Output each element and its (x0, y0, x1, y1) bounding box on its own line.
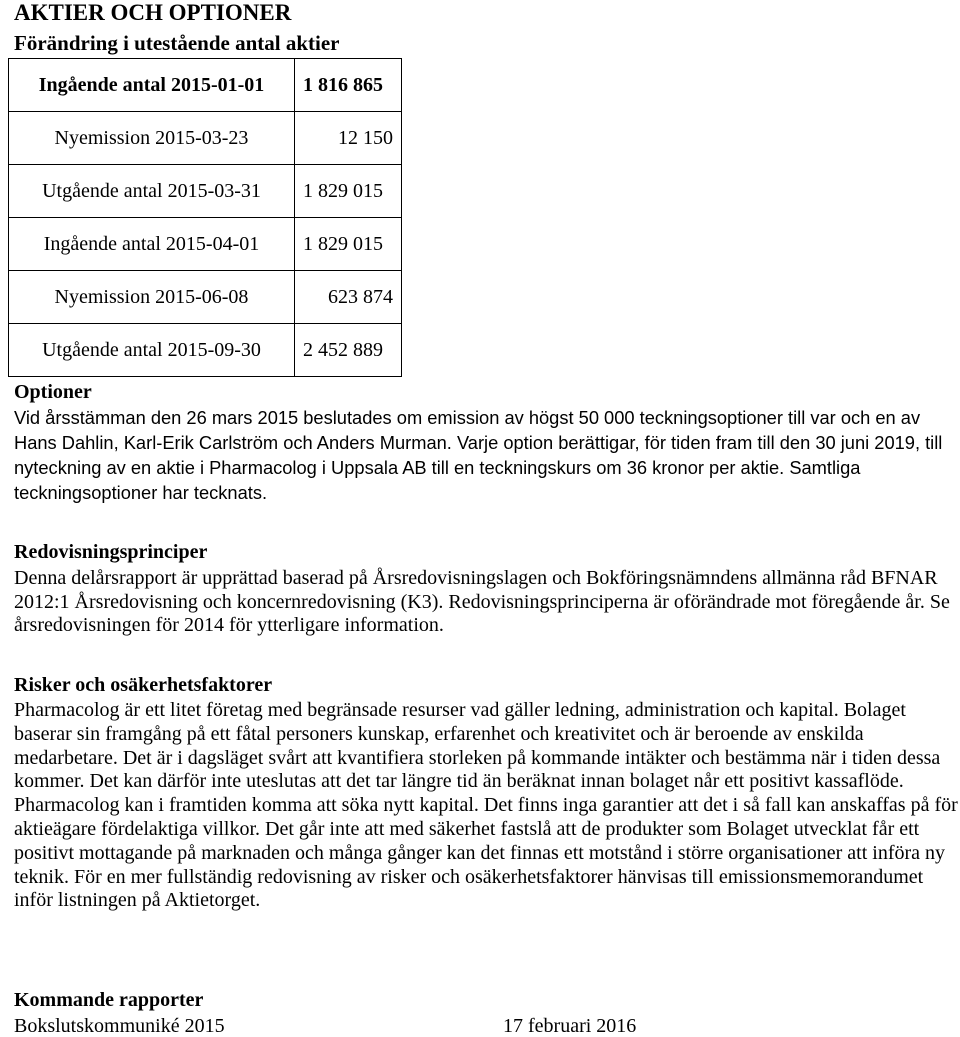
options-text: Vid årsstämman den 26 mars 2015 beslutades om emission av högst 50 000 teckningsoptioner till var och en av Hans Dahlin, Karl-Erik Carlström och Anders Murman. Varje option berättigar, för tiden fram till den 30 juni 2019, till nyteckning av en aktie i Pharmacolog i Uppsala AB till en teckningskurs om 36 kronor per aktie. Samtliga teckningsoptioner har tecknats. (14, 407, 943, 503)
report-name: Bokslutskommuniké 2015 (14, 1015, 225, 1037)
risks-text: Pharmacolog är ett litet företag med begränsade resurser vad gäller ledning, administration och kapital. Bolaget baserar sin framgång på ett fåtal personers kunskap, erfarenhet och kreativitet och är beroende av enskilda medarbetare. Det är i dagsläget svårt att kvantifiera storleken på kommande intäkter och bestämma när i tiden dessa kommer. Det kan därför inte uteslutas att det tar längre tid än beräknat innan bolaget når ett positivt kassaflöde. Pharmacolog kan i framtiden komma att söka nytt kapital. Det finns inga garantier att det i så fall kan anskaffas på för aktieägare fördelaktiga villkor. Det går inte att med säkerhet fastslå att de produkter som Bolaget utvecklat får ett positivt mottagande på marknaden och många gånger kan det finnas ett motstånd i större organisationer att införa ny teknik. För en mer fullständig redovisning av risker och osäkerhetsfaktorer hänvisas till emissionsmemorandumet inför listningen på Aktietorget. (14, 699, 958, 912)
shares-row-label: Utgående antal 2015-09-30 (9, 324, 295, 377)
shares-row-value: 623 874 (295, 271, 402, 324)
reports-heading: Kommande rapporter (14, 989, 204, 1011)
shares-row (9, 218, 402, 271)
report-date: 17 februari 2016 (503, 1015, 637, 1037)
page-title: AKTIER OCH OPTIONER (14, 0, 292, 25)
options-heading: Optioner (14, 381, 92, 403)
shares-row-label: Ingående antal 2015-01-01 (9, 59, 295, 112)
shares-row-label: Nyemission 2015-06-08 (9, 271, 295, 324)
shares-table (8, 58, 402, 377)
shares-row (9, 165, 402, 218)
shares-row (9, 59, 402, 112)
shares-row-label: Ingående antal 2015-04-01 (9, 218, 295, 271)
shares-row-value: 1 829 015 (295, 218, 402, 271)
shares-row (9, 112, 402, 165)
shares-row (9, 271, 402, 324)
shares-row-label: Nyemission 2015-03-23 (9, 112, 295, 165)
shares-row (9, 324, 402, 377)
shares-row-value: 2 452 889 (295, 324, 402, 377)
risks-heading: Risker och osäkerhetsfaktorer (14, 674, 273, 696)
shares-row-value: 1 829 015 (295, 165, 402, 218)
shares-row-label: Utgående antal 2015-03-31 (9, 165, 295, 218)
accounting-heading: Redovisningsprinciper (14, 541, 208, 563)
shares-row-value: 1 816 865 (295, 59, 402, 112)
shares-heading: Förändring i utestående antal aktier (14, 31, 340, 55)
accounting-text: Denna delårsrapport är upprättad baserad på Årsredovisningslagen och Bokföringsnämndens allmänna råd BFNAR 2012:1 Årsredovisning och koncernredovisning (K3). Redovisningsprinciperna är oförändrade mot föregående år. Se årsredovisningen för 2014 för ytterligare information. (14, 567, 950, 636)
shares-row-value: 12 150 (295, 112, 402, 165)
